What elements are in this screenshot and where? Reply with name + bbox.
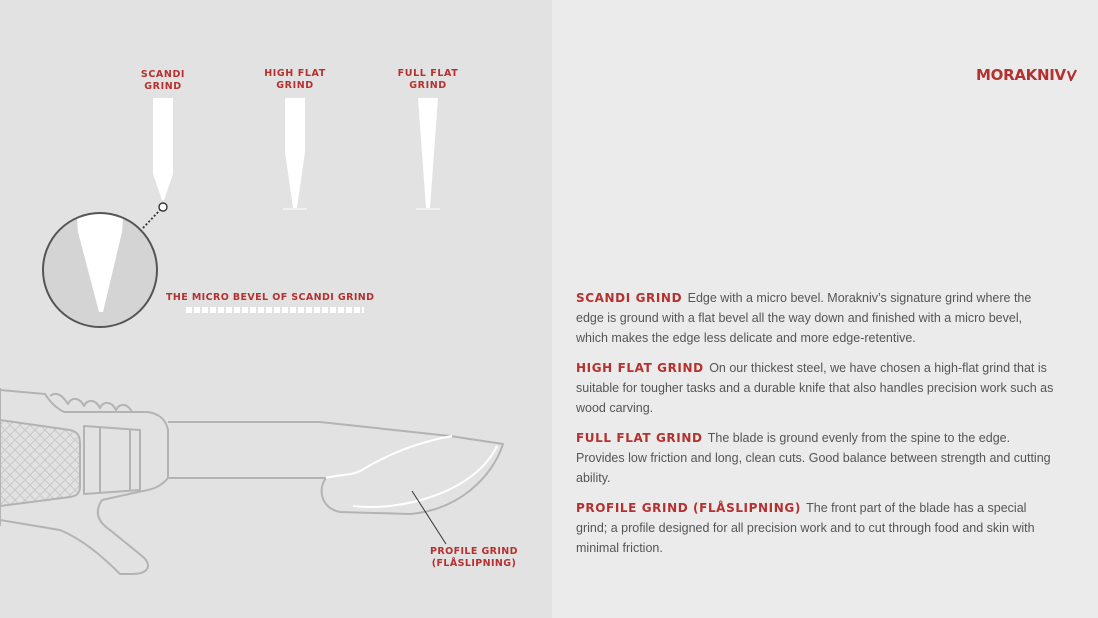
grind-descriptions	[576, 288, 1056, 568]
micro-bevel-magnifier	[43, 203, 167, 327]
high-flat-grind-label: HIGH FLAT GRIND	[264, 68, 326, 91]
description-high-flat-grind	[576, 358, 1056, 418]
scandi-grind-label: SCANDI GRIND	[140, 69, 186, 92]
description-title: PROFILE GRIND (FLÅSLIPNING)	[576, 501, 801, 515]
profile-grind-pointer	[412, 491, 446, 544]
description-text: Edge with a micro bevel. Morakniv’s signature grind where the edge is ground with a flat bevel all the way down and finished with a micro bevel, which makes the edge less delicate and more edge-retentive.	[576, 291, 1032, 345]
description-text: The front part of the blade has a special grind; a profile designed for all precision work and to cut through food and skin with minimal friction.	[576, 501, 1035, 555]
morakniv-logo: MORAKNIV	[976, 66, 1077, 84]
description-full-flat-grind	[576, 428, 1056, 488]
micro-bevel-label: THE MICRO BEVEL OF SCANDI GRIND	[166, 292, 375, 303]
description-title: SCANDI GRIND	[576, 291, 683, 305]
description-text: The blade is ground evenly from the spine to the edge. Provides low friction and long, clean cuts. Good balance between strength and cutting ability.	[576, 431, 1051, 485]
description-title: HIGH FLAT GRIND	[576, 361, 704, 375]
logo-mark-icon	[1067, 69, 1077, 81]
full-flat-grind-profile	[416, 98, 440, 209]
description-profile-grind	[576, 498, 1056, 558]
description-title: FULL FLAT GRIND	[576, 431, 703, 445]
high-flat-grind-profile	[283, 98, 307, 209]
scandi-grind-profile	[153, 98, 173, 200]
description-scandi-grind	[576, 288, 1056, 348]
description-text: On our thickest steel, we have chosen a high-flat grind that is suitable for tougher tasks and a durable knife that also handles precision work such as wood carving.	[576, 361, 1054, 415]
profile-grind-label: PROFILE GRIND (FLÅSLIPNING)	[430, 546, 518, 569]
full-flat-grind-label: FULL FLAT GRIND	[397, 68, 459, 91]
